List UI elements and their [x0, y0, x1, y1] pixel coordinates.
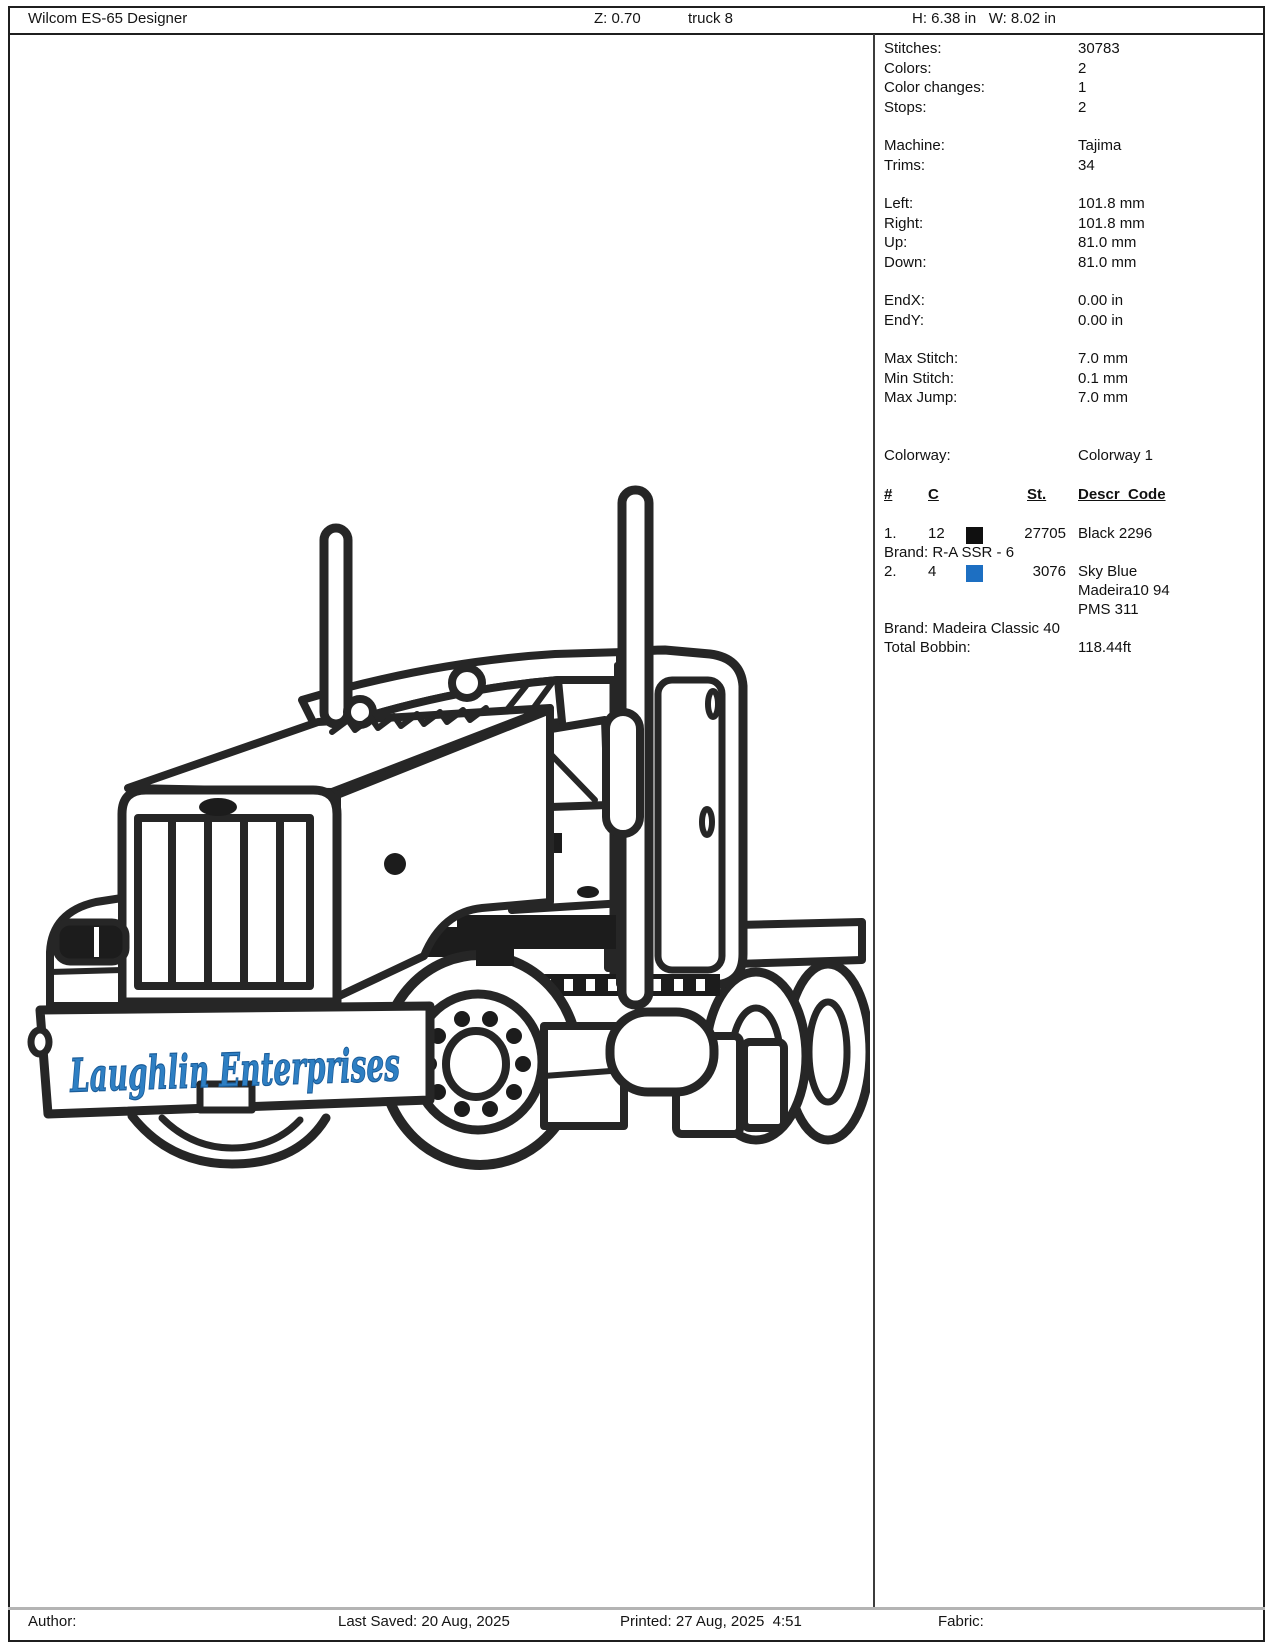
hood-latch [384, 853, 406, 875]
total-bobbin-label: Total Bobbin: [884, 639, 971, 656]
headlight [56, 922, 126, 962]
col-header-descr: Descr_Code [1078, 486, 1166, 503]
info-row: Colors: 2 [884, 59, 1087, 77]
thread-brand: Brand: Madeira Classic 40 [884, 620, 1060, 637]
fuel-tank [610, 1012, 714, 1092]
thread-row-descr: Black 2296 [1078, 525, 1153, 542]
door-handle [577, 886, 599, 898]
fender-bracket [476, 930, 514, 966]
fabric-label: Fabric: [938, 1613, 984, 1630]
info-row: Down: 81.0 mm [884, 253, 1137, 271]
info-row: Color changes: 1 [884, 79, 1087, 96]
bumper-script-text: Laughlin Enterprises [69, 1029, 615, 1103]
footer-divider [8, 1607, 1265, 1610]
topbar-divider [8, 33, 1265, 35]
info-row: Right: 101.8 mm [884, 214, 1145, 232]
thread-row-count: 12 [928, 525, 945, 542]
thread-row-stitches: 3076 [1032, 563, 1066, 580]
info-row: Max Jump: 7.0 mm [884, 389, 1129, 406]
panel-divider [873, 34, 875, 1608]
rear-step [744, 1042, 784, 1128]
info-row: Stops: 2 [884, 98, 1087, 116]
info-row: Left: 101.8 mm [884, 195, 1145, 212]
exhaust-stack-left [324, 528, 348, 724]
air-horn [452, 668, 482, 698]
grille-emblem [199, 798, 237, 816]
info-row-colorway: Colorway: Colorway 1 [884, 446, 1154, 464]
thread-row-stitches: 27705 [1024, 525, 1066, 542]
thread-brand: Brand: R-A SSR - 6 [884, 544, 1015, 561]
design-info-panel [884, 40, 1260, 466]
thread-row-descr: PMS 311 [1078, 601, 1139, 618]
mirror [606, 712, 640, 834]
col-header-stitches: St. [1027, 486, 1047, 503]
col-header-num: # [884, 486, 893, 503]
info-row: Machine: Tajima [884, 137, 1122, 154]
tow-eye [31, 1030, 49, 1054]
app-title: Wilcom ES-65 Designer [28, 10, 188, 27]
info-row: Up: 81.0 mm [884, 234, 1137, 251]
thread-row-descr: Madeira10 94 [1078, 582, 1170, 599]
printed-label: Printed: 27 Aug, 2025 4:51 [620, 1613, 802, 1630]
thread-row-count: 4 [928, 563, 937, 580]
thread-row-num: 2. [884, 563, 897, 580]
thread-swatch-blue [966, 565, 983, 582]
info-row: Min Stitch: 0.1 mm [884, 369, 1129, 387]
design-name: truck 8 [688, 10, 734, 27]
thread-row-descr: Sky Blue [1078, 563, 1138, 580]
info-row: EndX: 0.00 in [884, 292, 1124, 309]
grille [122, 790, 337, 1002]
last-saved-label: Last Saved: 20 Aug, 2025 [338, 1613, 510, 1630]
col-header-color: C [928, 486, 939, 503]
thread-swatch-black [966, 527, 983, 544]
info-row: Stitches: 30783 [884, 40, 1120, 57]
thread-row-num: 1. [884, 525, 897, 542]
info-row: Max Stitch: 7.0 mm [884, 350, 1129, 367]
info-row: Trims: 34 [884, 156, 1095, 174]
truck-embroidery-design [10, 440, 870, 1200]
total-bobbin-value: 118.44ft [1078, 639, 1132, 656]
info-row: EndY: 0.00 in [884, 311, 1124, 329]
zoom-level: Z: 0.70 [594, 10, 641, 27]
author-label: Author: [28, 1613, 77, 1630]
design-size: H: 6.38 in W: 8.02 in [912, 10, 1056, 27]
front-fender [50, 898, 126, 1006]
